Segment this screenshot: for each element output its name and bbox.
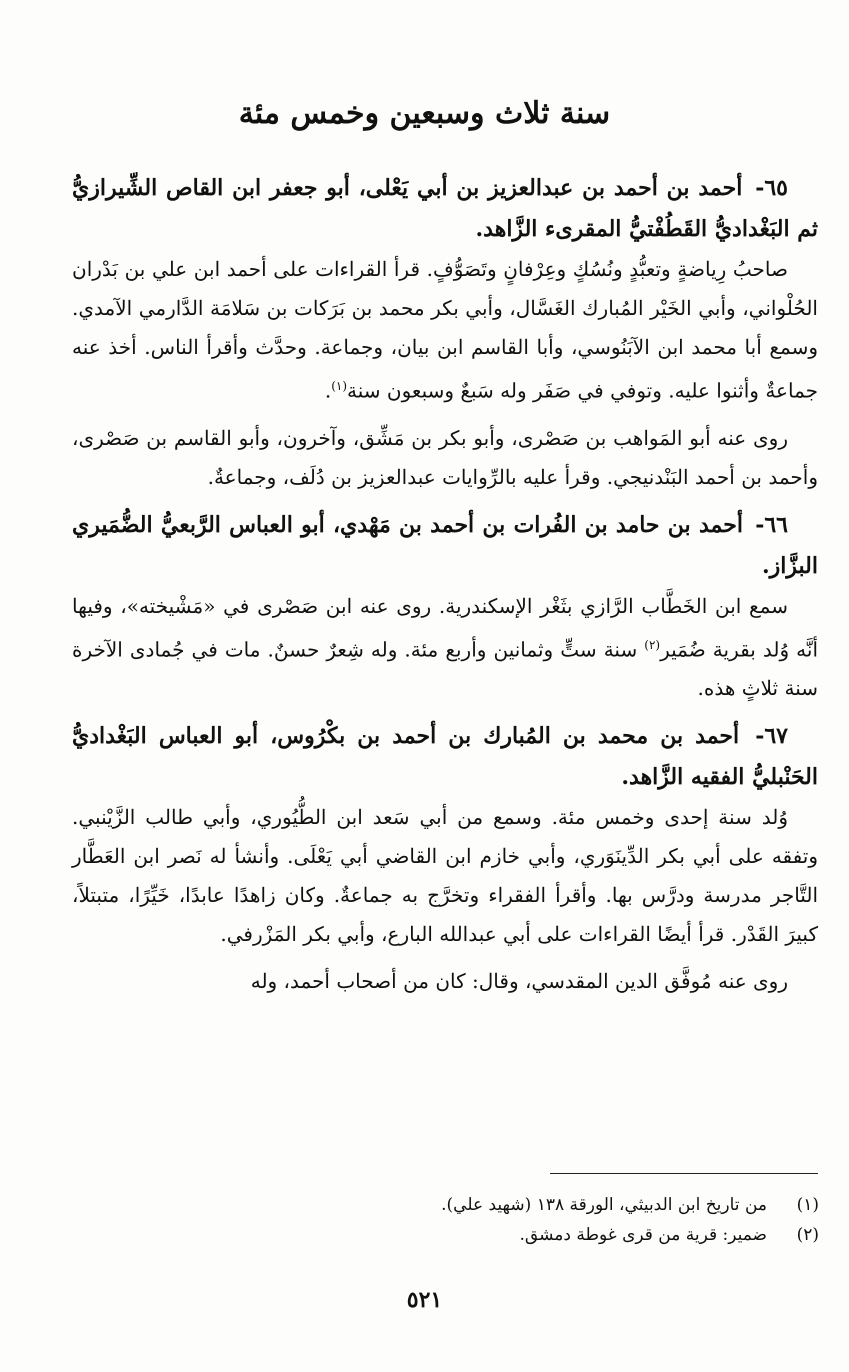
entry-paragraph <box>72 962 818 1001</box>
page-title: سنة ثلاث وسبعين وخمس مئة <box>238 96 611 131</box>
paragraph-text: سمع ابن الخَطَّاب الرَّازي بثَغْر الإسكندرية. روى عنه ابن صَصْرى في «مَشْيخته»، وفيها أنَّه وُلد بقرية ضُمَير <box>72 593 819 662</box>
entry-heading-text: أحمد بن محمد بن المُبارك بن أحمد بن بكْرُوس، أبو العباس البَغْداديُّ الحَنْبليُّ الفقيه الزَّاهد. <box>72 723 818 791</box>
footnote-mark: (٢) <box>796 1225 819 1245</box>
footnote-mark: (١) <box>796 1195 819 1215</box>
paragraph-text: وُلد سنة إحدى وخمس مئة. وسمع من أبي سَعد ابن الطُّيُوري، وأبي طالب الزَّيْنبي. وتفقه على أبي بكر الدِّينَوَري، وأبي خازم ابن القاضي أبي يَعْلَى. وأنشأ له نَصر ابن العَطَّار التَّاجر مدرسة ودرَّس بها. وأقرأ الفقراء وتخرَّج به جماعةٌ. وكان زاهدًا عابدًا، خَيِّرًا، متبتلاً، كبيرَ القَدْر. قرأ أيضًا القراءات على أبي عبدالله البارع، وأبي بكر المَزْرفي. <box>72 805 818 947</box>
main-text <box>72 168 818 1009</box>
paragraph-text: مات في جُمادى الآخرة سنة ثلاثٍ هذه. <box>72 637 818 701</box>
paragraph-text: روى عنه مُوفَّق الدين المقدسي، وقال: كان من أصحاب أحمد، وله <box>250 969 788 994</box>
paragraph-text: سنة ستٍّ وثمانين وأربع مئة. وله شِعرٌ حسنٌ. <box>260 637 645 662</box>
entry-heading <box>72 168 818 250</box>
entry-number: ٦٦- <box>755 511 788 538</box>
page-number: ٥٢١ <box>406 1287 443 1313</box>
entry-number: ٦٥- <box>755 175 788 201</box>
footnote <box>59 1190 819 1220</box>
entry-paragraph <box>72 587 818 709</box>
footnote <box>59 1220 819 1250</box>
paragraph-text: صاحبُ رِياضةٍ وتعبُّدٍ ونُسُكٍ وعِرْفانٍ وتَصَوُّفٍ. قرأ القراءات على أحمد ابن علي بن بَدْران الحُلْواني، وأبي الخَيْر المُبارك الغَسَّال، وأبي بكر محمد بن بَرَكات بن سَلامَة الدَّارمي الآمدي. وسمع أبا محمد ابن الآبَنُوسي، وأبا القاسم ابن بيان، وجماعة. وحدَّث وأقرأ الناس. أخذ عنه جماعةٌ وأثنوا عليه. وتوفي في صَفَر وله سَبعٌ وسبعون سنة <box>72 257 818 403</box>
paragraph-text: روى عنه أبو المَواهب بن صَصْرى، وأبو بكر بن مَشِّق، وآخرون، وأبو القاسم بن صَصْرى، وأحمد بن أحمد البَنْدنيجي. وقرأ عليه بالرِّوايات عبدالعزيز بن دُلَف، وجماعةٌ. <box>72 425 818 489</box>
entry-number: ٦٧- <box>755 723 788 750</box>
entry-paragraph <box>72 419 818 497</box>
entry-heading-text: أحمد بن حامد بن الفُرات بن أحمد بن مَهْدي، أبو العباس الرَّبعيُّ الضُّمَيري البزَّاز. <box>72 511 818 579</box>
entry-paragraph <box>72 798 818 954</box>
footnote-divider <box>550 1173 818 1174</box>
footnote-ref: (٢) <box>644 637 661 652</box>
entry-paragraph: صاحبُ رِياضةٍ وتعبُّدٍ ونُسُكٍ وعِرْفانٍ وتَصَوُّفٍ. قرأ القراءات على أحمد ابن علي بن بَدْران الحُلْواني، وأبي الخَيْر المُبارك الغَسَّال، وأبي بكر محمد بن بَرَكات بن سَلامَة الدَّارمي الآمدي. وسمع أبا محمد ابن الآبَنُوسي، وأبا القاسم ابن بيان، وجماعة. وحدَّث وأقرأ الناس. أخذ عنه جماعةٌ وأثنوا عليه. وتوفي في صَفَر وله سَبعٌ وسبعون سنة$^{(١)}$. <box>72 257 818 403</box>
footnote-text: ضمير: قرية من قرى غوطة دمشق. <box>519 1225 767 1245</box>
footnotes <box>59 1190 819 1250</box>
footnote-ref: (١) <box>331 379 348 393</box>
entry-heading <box>72 716 818 798</box>
entry-heading-text: أحمد بن أحمد بن عبدالعزيز بن أبي يَعْلى، أبو جعفر ابن القاص الشِّيرازيُّ ثم البَغْداديُّ القَطُفْتيُّ المقرىء الزَّاهد. <box>72 175 818 242</box>
footnote-text: من تاريخ ابن الدبيثي، الورقة ١٣٨ (شهيد علي). <box>441 1195 767 1215</box>
entry-heading <box>72 505 818 587</box>
